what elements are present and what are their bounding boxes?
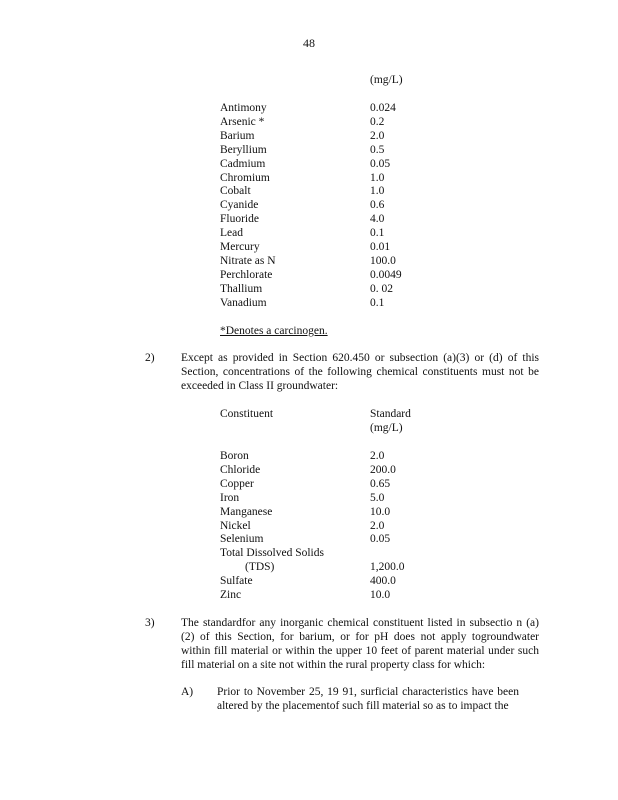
constituent-name: Lead: [220, 227, 243, 240]
constituent-value: 0.05: [370, 533, 391, 546]
constituent-name: Iron: [220, 491, 240, 504]
table2-col2-header: Standard: [370, 408, 411, 420]
constituent-name: Perchlorate: [220, 268, 273, 281]
constituent-name: Vanadium: [220, 296, 267, 309]
constituent-value: 2.0: [370, 519, 385, 532]
constituent-value: 0.1: [370, 296, 385, 309]
table-row: [220, 171, 520, 185]
item-3-text: The standardfor any inorganic chemical constituent listed in subsectio n (a)(2) of this Section, for barium, or for pH does not apply togroundwater within fill material or within the upper 10 feet of parent material under such fill material on a site not within the rural property class for which:: [181, 617, 539, 671]
constituent-name: Nitrate as N: [220, 254, 276, 267]
carcinogen-footnote: *Denotes a carcinogen.: [220, 325, 328, 337]
item-a-text: Prior to November 25, 19 91, surficial characteristics have been altered by the placementof such fill material so as to impact the: [217, 686, 519, 712]
table-row: [220, 296, 520, 310]
constituent-name: Sulfate: [220, 575, 253, 587]
constituent-value: 2.0: [370, 129, 385, 142]
constituent-value: 0.024: [370, 102, 396, 114]
table-row: [220, 463, 520, 477]
table-row: [220, 198, 520, 212]
constituent-name: Arsenic *: [220, 115, 265, 128]
table-row: [220, 282, 520, 296]
item-2-text: Except as provided in Section 620.450 or subsection (a)(3) or (d) of this Section, concentrations of the following chemical constituents must not be exceeded in Class II groundwater:: [181, 352, 539, 392]
constituent-value: 0.6: [370, 199, 385, 212]
constituent-value: 4.0: [370, 213, 385, 226]
table2-col1-header: Constituent: [220, 408, 274, 420]
item-a-label: A): [181, 686, 194, 698]
table-row: [220, 101, 520, 115]
constituent-name: Manganese: [220, 505, 273, 518]
constituent-name: Nickel: [220, 519, 251, 532]
constituent-value: 2.0: [370, 450, 385, 462]
constituent-value: 0.0049: [370, 268, 402, 281]
constituent-name: Barium: [220, 129, 255, 142]
table-row: [220, 240, 520, 254]
table-row: [220, 143, 520, 157]
constituent-value: 10.0: [370, 588, 391, 601]
table-row: [220, 226, 520, 240]
table-row: [220, 519, 520, 533]
table-row: [220, 212, 520, 226]
constituent-value: 0. 02: [370, 282, 393, 295]
constituent-name: Cadmium: [220, 157, 266, 170]
constituent-name: Thallium: [220, 282, 263, 295]
constituent-value: 0.2: [370, 115, 385, 128]
constituent-value: 5.0: [370, 491, 385, 504]
constituent-name: Zinc: [220, 588, 242, 601]
tds-abbrev: (TDS): [245, 561, 275, 573]
constituent-name: Boron: [220, 450, 249, 462]
constituent-value: 0.05: [370, 157, 391, 170]
constituent-name: Cobalt: [220, 185, 251, 198]
constituent-name: Fluoride: [220, 213, 259, 226]
table-row: [220, 184, 520, 198]
table-row: [220, 574, 520, 588]
constituent-name: Chloride: [220, 463, 261, 476]
constituent-name: Copper: [220, 477, 254, 490]
table-row: [220, 157, 520, 171]
table-row: [220, 115, 520, 129]
table-row: [220, 477, 520, 491]
table-row: [220, 532, 520, 546]
table-row: [220, 588, 520, 602]
constituent-value: 0.65: [370, 477, 391, 490]
page-number: 48: [303, 36, 315, 50]
constituent-value: 0.1: [370, 227, 385, 240]
table-row: [220, 254, 520, 268]
tds-label: Total Dissolved Solids: [220, 547, 324, 559]
constituent-name: Cyanide: [220, 199, 259, 212]
table-row: [220, 129, 520, 143]
constituent-name: Antimony: [220, 102, 267, 114]
table-row: [220, 268, 520, 282]
constituent-name: Mercury: [220, 241, 260, 253]
item-3-label: 3): [145, 617, 155, 629]
constituent-name: Selenium: [220, 533, 264, 546]
constituent-value: 0.01: [370, 241, 391, 253]
constituent-value: 1.0: [370, 171, 385, 184]
table-row: [220, 505, 520, 519]
table-row: [220, 491, 520, 505]
constituent-value: 1.0: [370, 185, 385, 198]
constituent-value: 100.0: [370, 254, 396, 267]
table-row: [220, 449, 520, 463]
tds-value: 1,200.0: [370, 561, 405, 573]
constituent-value: 10.0: [370, 505, 391, 518]
constituent-name: Chromium: [220, 171, 270, 184]
constituent-value: 0.5: [370, 143, 385, 156]
table2-col2-unit: (mg/L): [370, 422, 403, 434]
constituent-value: 200.0: [370, 463, 396, 476]
constituent-value: 400.0: [370, 575, 396, 587]
item-2-label: 2): [145, 352, 155, 364]
constituent-name: Beryllium: [220, 143, 267, 156]
table1-unit-header: (mg/L): [370, 74, 403, 86]
